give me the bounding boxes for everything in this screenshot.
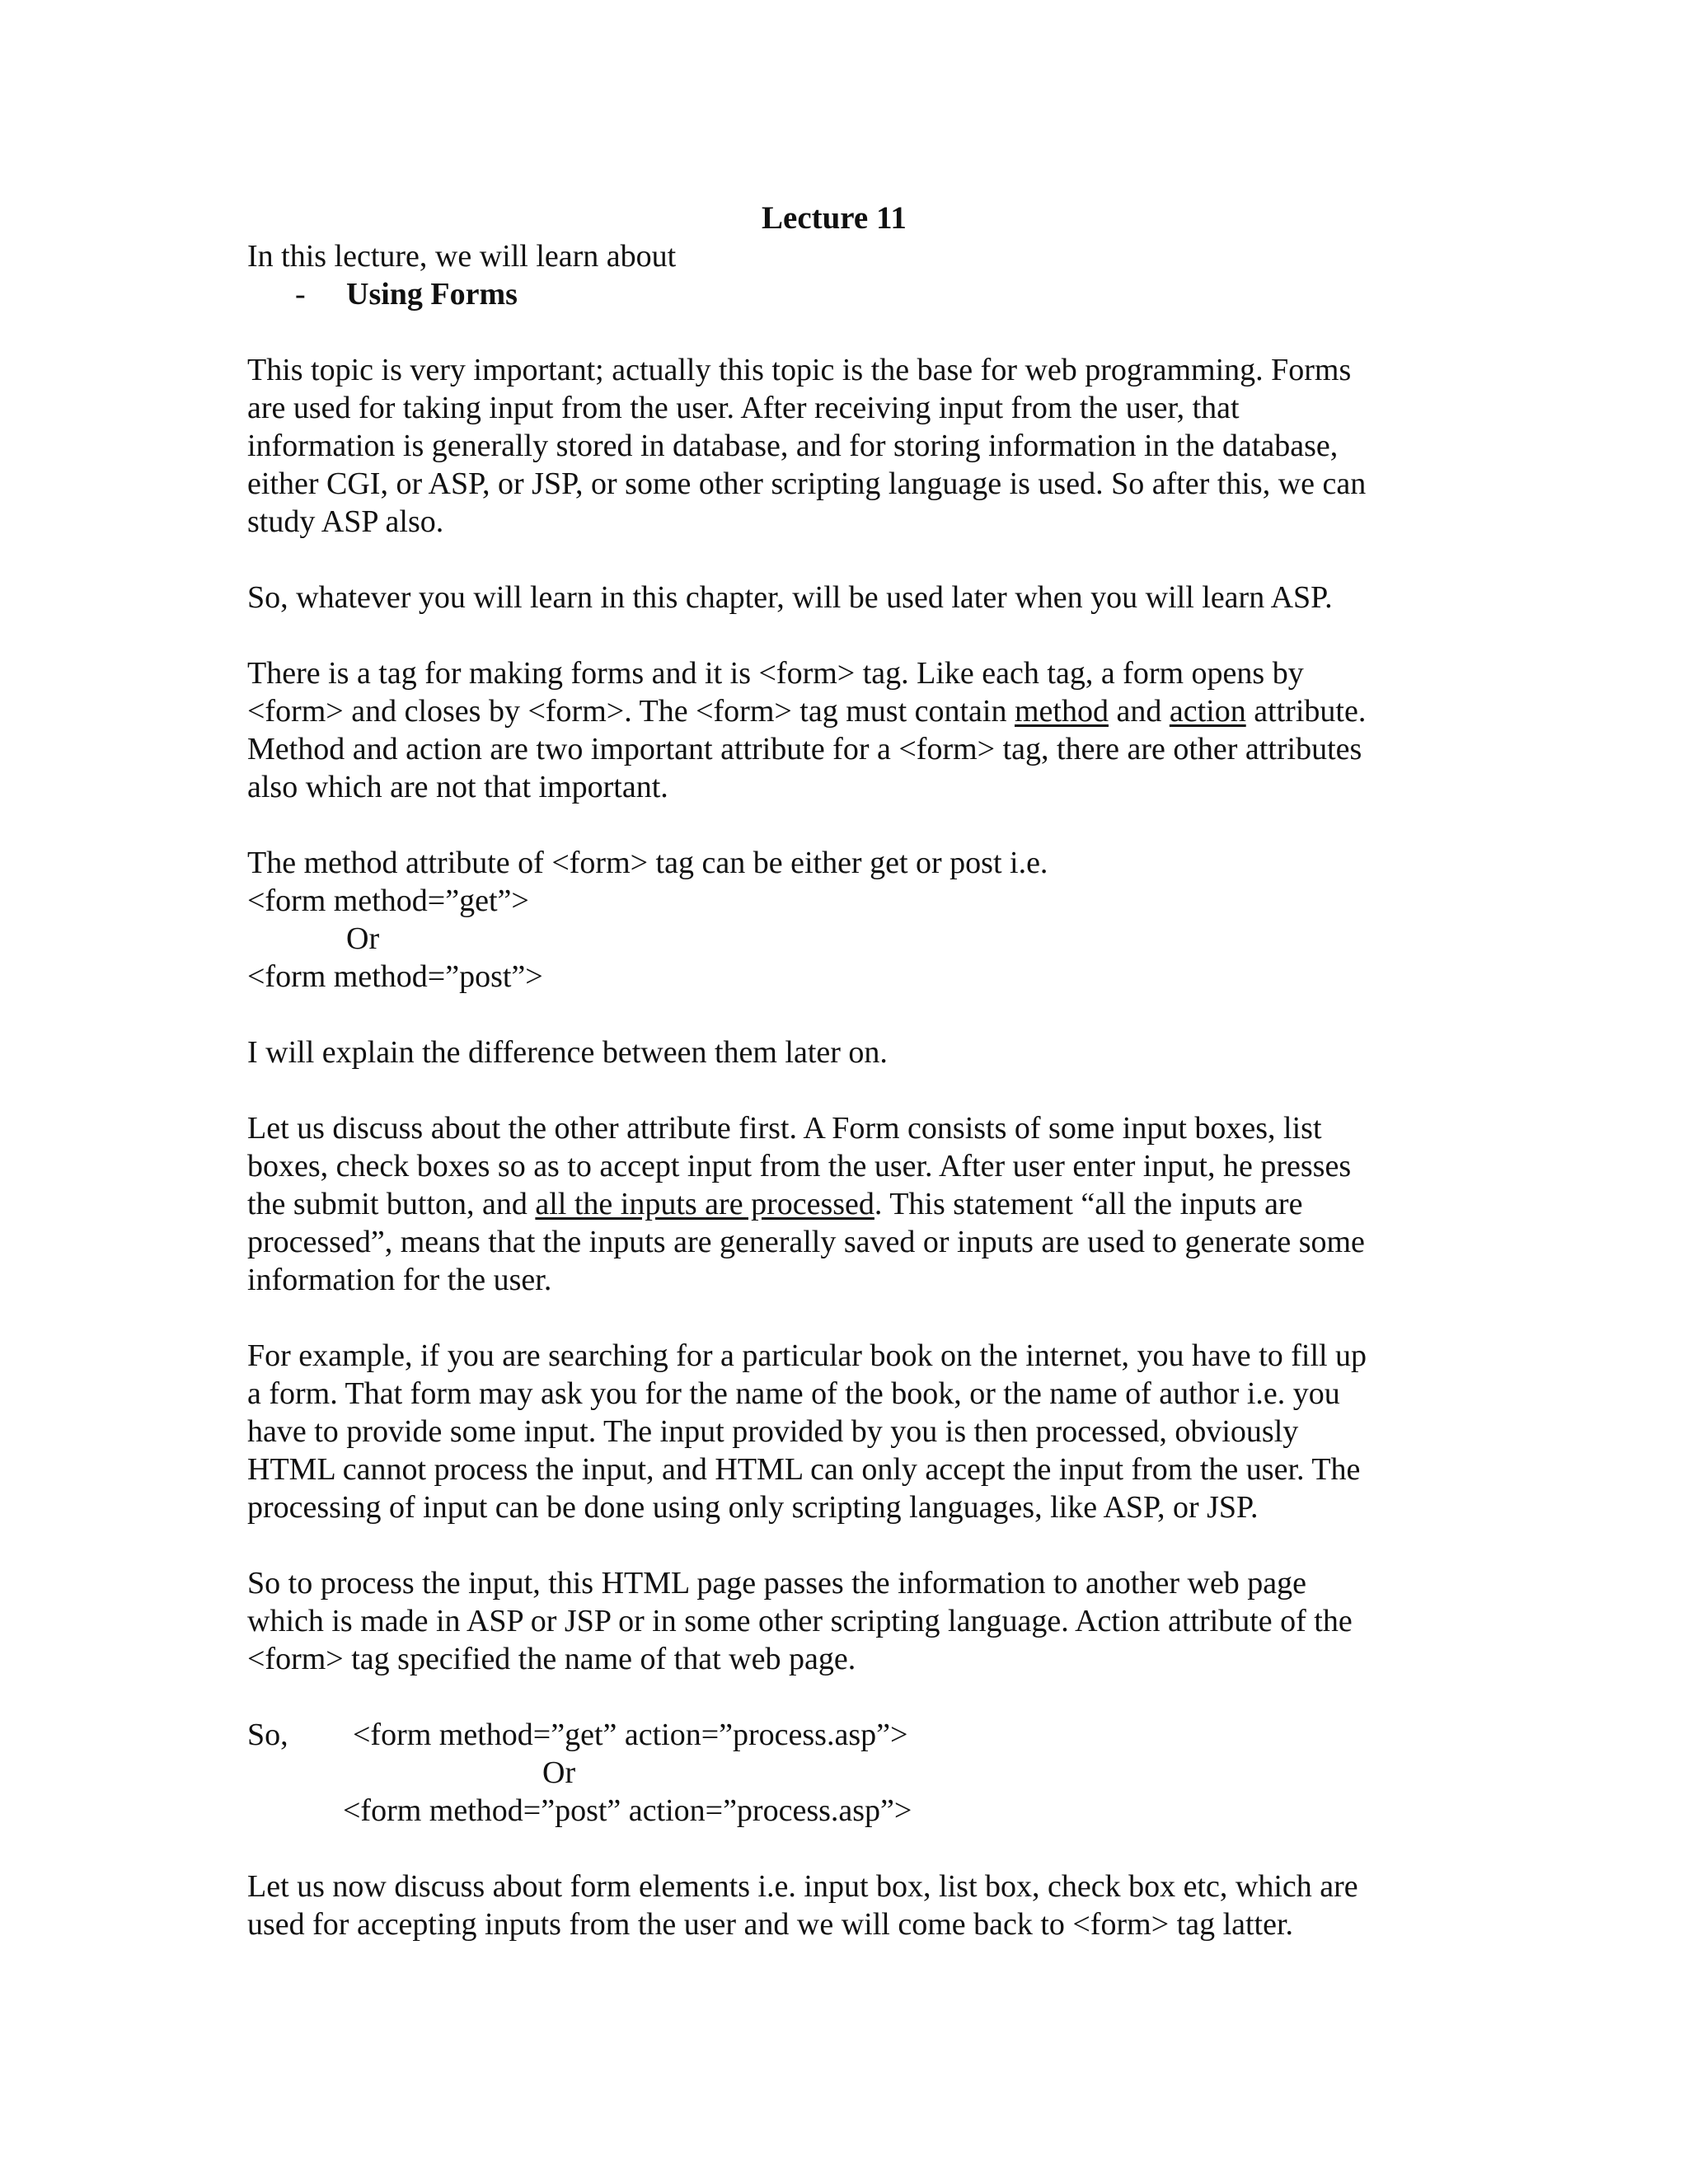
para6-line: processed”, means that the inputs are generally saved or inputs are used to generate some bbox=[247, 1225, 1365, 1259]
para1-line: are used for taking input from the user. After receiving input from the user, that bbox=[247, 391, 1240, 425]
para1-line: information is generally stored in database, and for storing information in the database, bbox=[247, 429, 1339, 463]
lecture-title: Lecture 11 bbox=[762, 200, 907, 236]
para6-line: boxes, check boxes so as to accept input from the user. After user enter input, he presses bbox=[247, 1149, 1352, 1183]
underlined-all-inputs-processed: all the inputs are processed bbox=[535, 1187, 874, 1221]
para1-line: This topic is very important; actually this topic is the base for web programming. Forms bbox=[247, 353, 1352, 387]
para1-line: either CGI, or ASP, or JSP, or some other scripting language is used. So after this, we can bbox=[247, 466, 1367, 501]
para6-text: . This statement “all the inputs are bbox=[874, 1187, 1303, 1221]
para7-line: a form. That form may ask you for the name of the book, or the name of author i.e. you bbox=[247, 1376, 1340, 1411]
para7-line: processing of input can be done using only scripting languages, like ASP, or JSP. bbox=[247, 1490, 1259, 1525]
bullet-dash: - bbox=[295, 277, 306, 312]
para10-line: Let us now discuss about form elements i.e. input box, list box, check box etc, which are bbox=[247, 1869, 1358, 1904]
intro-line: In this lecture, we will learn about bbox=[247, 239, 677, 274]
or-separator: Or bbox=[542, 1755, 576, 1790]
para8-line: <form> tag specified the name of that web page. bbox=[247, 1642, 856, 1676]
para7-line: For example, if you are searching for a particular book on the internet, you have to fill up bbox=[247, 1338, 1367, 1373]
para6-line: Let us discuss about the other attribute first. A Form consists of some input boxes, list bbox=[247, 1111, 1322, 1146]
para8-line: So to process the input, this HTML page passes the information to another web page bbox=[247, 1566, 1307, 1601]
para3-line: There is a tag for making forms and it is <form> tag. Like each tag, a form opens by bbox=[247, 656, 1304, 691]
bullet-item-using-forms: Using Forms bbox=[346, 277, 518, 312]
code-form-post-action: <form method=”post” action=”process.asp”> bbox=[343, 1793, 912, 1828]
para3-line-with-underlines bbox=[247, 692, 1366, 730]
para3-text: and bbox=[1108, 694, 1170, 729]
para1-line: study ASP also. bbox=[247, 504, 444, 539]
or-separator: Or bbox=[346, 921, 380, 956]
para6-line: information for the user. bbox=[247, 1263, 552, 1297]
para3-text: <form> and closes by <form>. The <form> tag must contain bbox=[247, 694, 1015, 729]
para3-line: also which are not that important. bbox=[247, 770, 668, 804]
para7-line: HTML cannot process the input, and HTML can only accept the input from the user. The bbox=[247, 1452, 1361, 1487]
para10-line: used for accepting inputs from the user and we will come back to <form> tag latter. bbox=[247, 1907, 1294, 1942]
para8-line: which is made in ASP or JSP or in some other scripting language. Action attribute of the bbox=[247, 1604, 1353, 1638]
para6-line-with-underline bbox=[247, 1185, 1302, 1223]
code-form-get-action: <form method=”get” action=”process.asp”> bbox=[353, 1718, 908, 1752]
code-form-get: <form method=”get”> bbox=[247, 883, 529, 918]
para5-line: I will explain the difference between them later on. bbox=[247, 1035, 888, 1070]
para4-line: The method attribute of <form> tag can be either get or post i.e. bbox=[247, 846, 1048, 880]
para3-text: attribute. bbox=[1245, 694, 1367, 729]
para3-line: Method and action are two important attribute for a <form> tag, there are other attributes bbox=[247, 732, 1362, 766]
para6-text: the submit button, and bbox=[247, 1187, 536, 1221]
code-form-post: <form method=”post”> bbox=[247, 959, 543, 994]
para2-line: So, whatever you will learn in this chapter, will be used later when you will learn ASP. bbox=[247, 580, 1333, 615]
para7-line: have to provide some input. The input provided by you is then processed, obviously bbox=[247, 1414, 1299, 1449]
so-label: So, bbox=[247, 1718, 288, 1752]
underlined-action: action bbox=[1169, 694, 1246, 729]
underlined-method: method bbox=[1014, 694, 1109, 729]
